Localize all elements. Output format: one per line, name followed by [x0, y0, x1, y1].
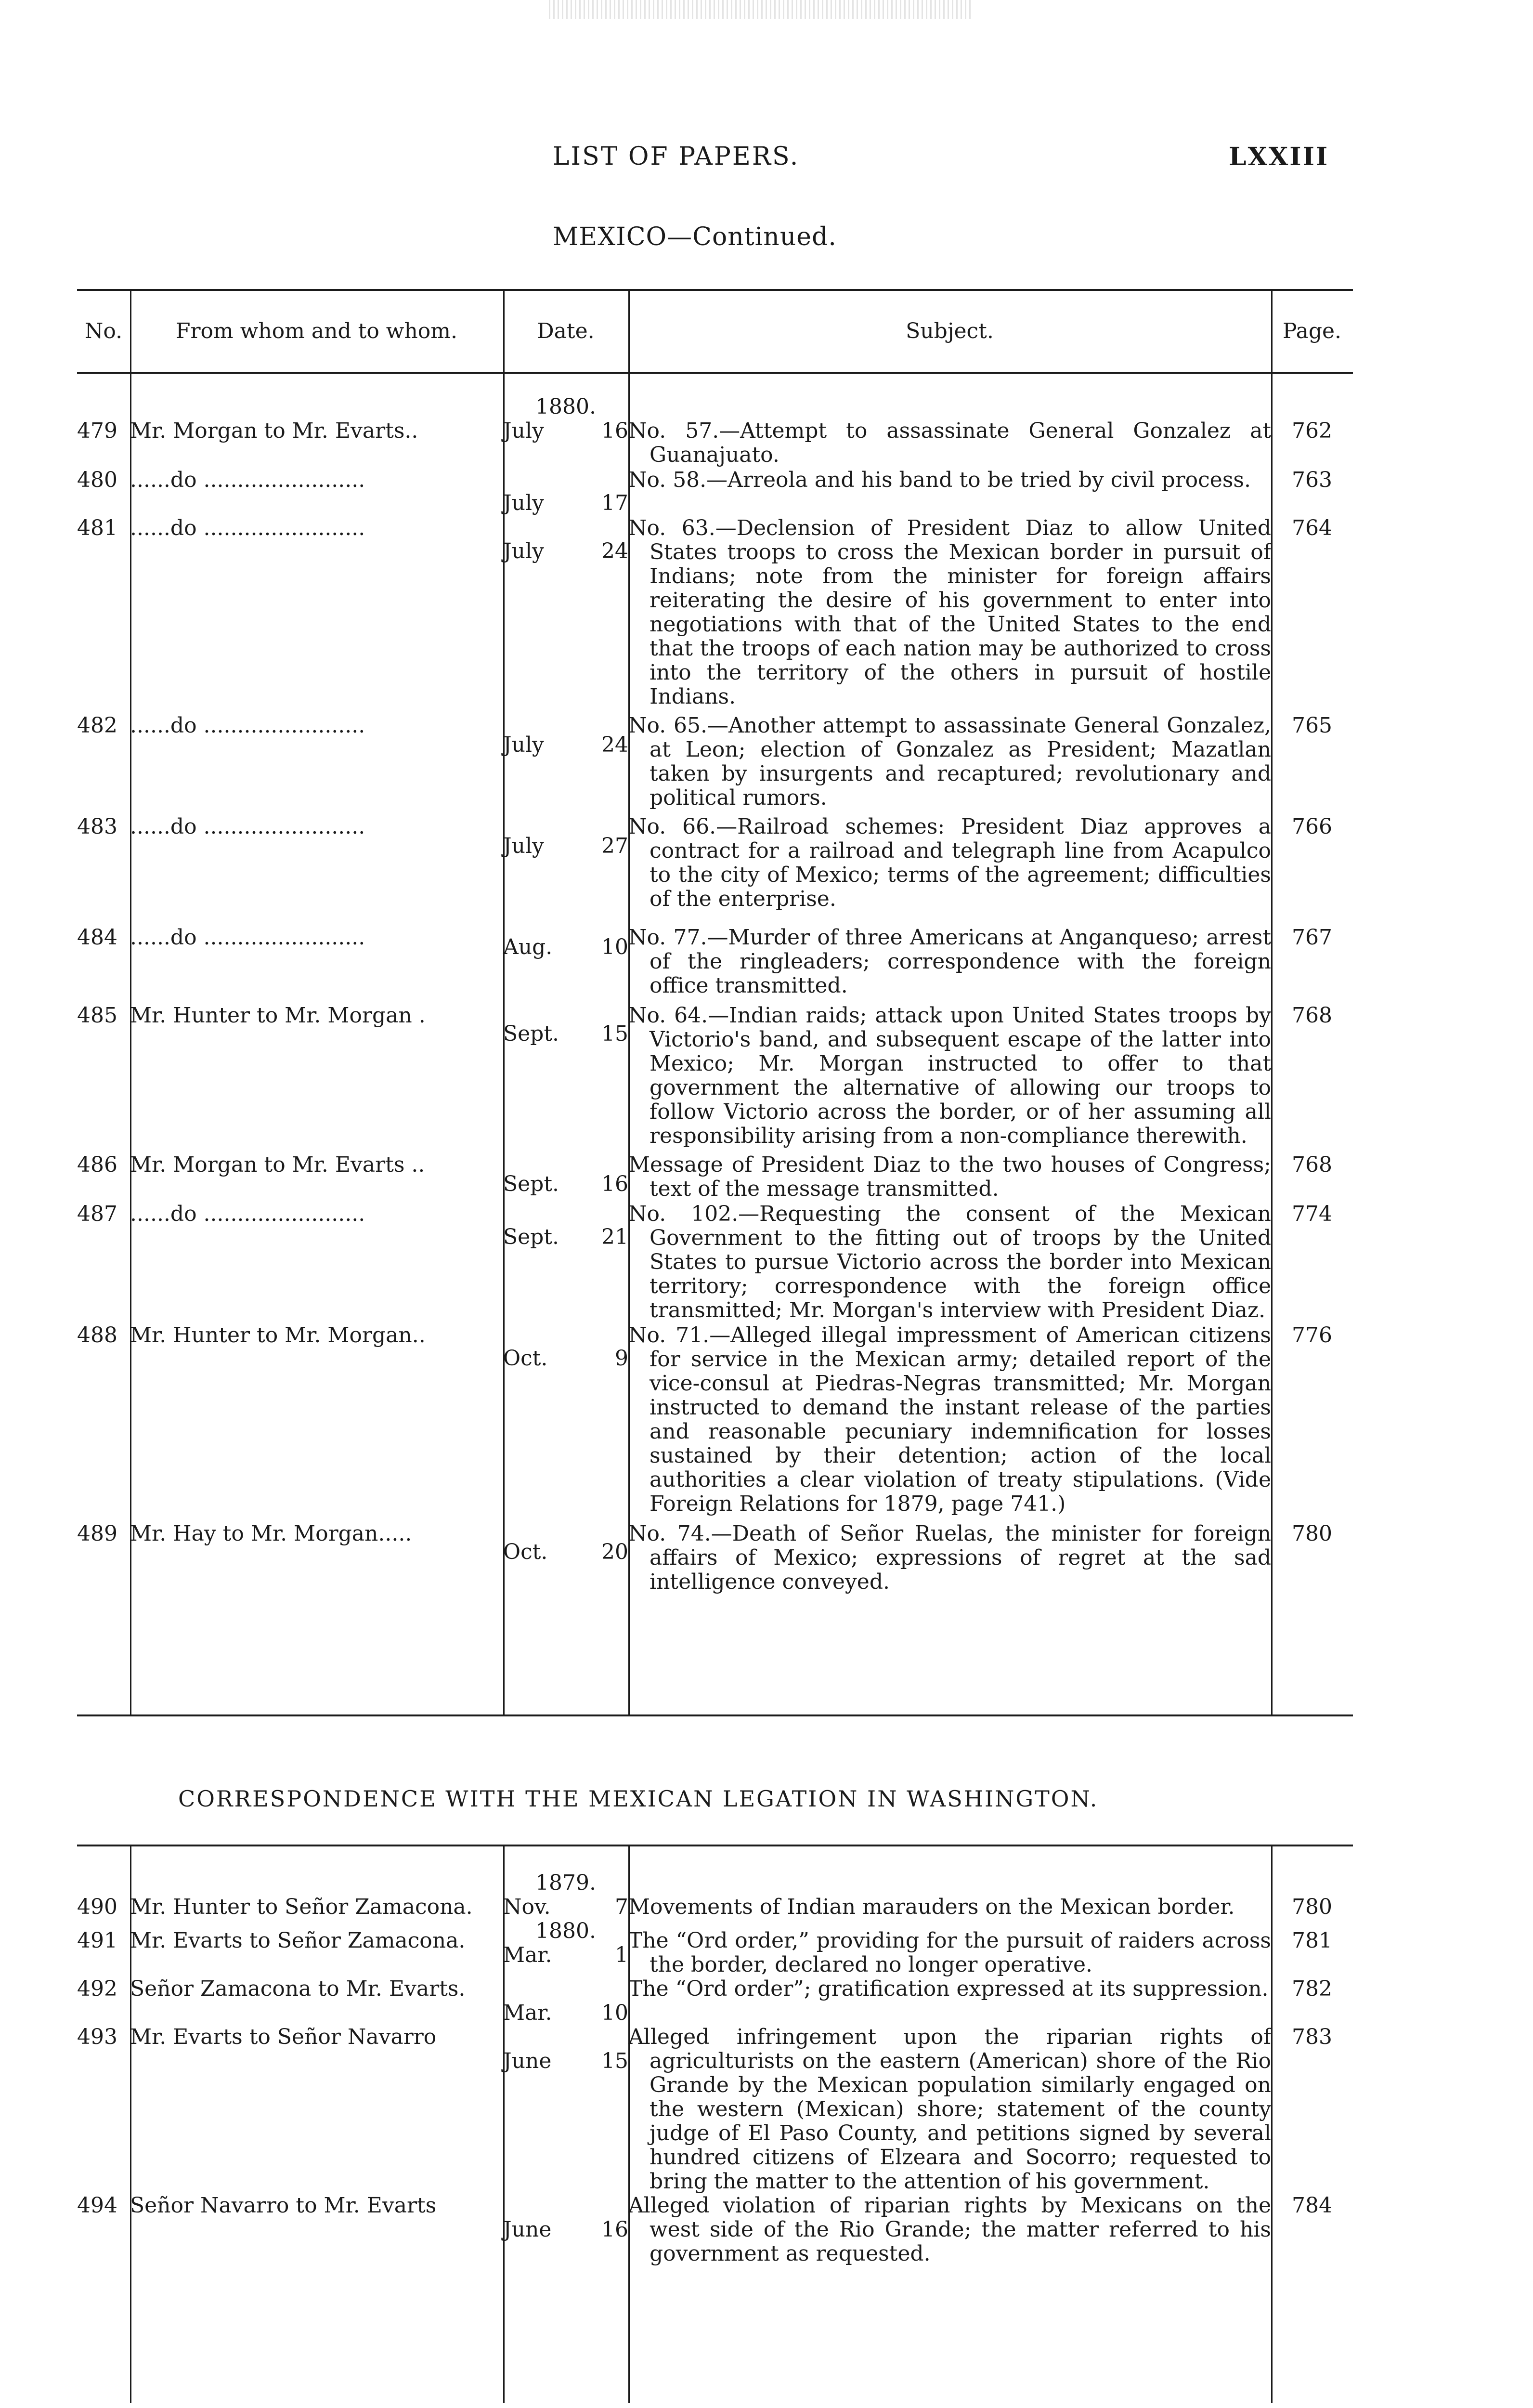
papers-table — [77, 395, 1353, 1594]
date-month: Sept. — [503, 1021, 559, 1046]
page-ref: 768 — [1292, 1152, 1332, 1177]
from-to: ......do ........................ — [130, 814, 365, 839]
date-day: 17 — [601, 491, 628, 515]
table-row — [77, 1201, 1353, 1322]
from-to: ......do ........................ — [130, 516, 365, 540]
page-ref: 782 — [1292, 1976, 1332, 2001]
table-row — [77, 2025, 1353, 2194]
from-to: Mr. Hunter to Señor Zamacona. — [130, 1895, 473, 1919]
date-day: 1 — [615, 1943, 628, 1967]
date-day: 16 — [601, 419, 628, 443]
paper-number: 487 — [77, 1202, 117, 1226]
page-ref: 776 — [1292, 1323, 1332, 1348]
from-to: Mr. Evarts to Señor Zamacona. — [130, 1928, 466, 1953]
page-numeral: LXXIII — [1229, 142, 1329, 171]
table-row — [77, 709, 1353, 810]
date-year — [503, 2025, 628, 2049]
paper-number: 483 — [77, 814, 117, 839]
scan-speckle — [549, 0, 973, 19]
page-ref: 766 — [1292, 814, 1332, 839]
subject: The “Ord order”; gratification expressed at its suppression. — [628, 1976, 1269, 2001]
table-head-rule — [77, 372, 1353, 374]
table-row — [77, 515, 1353, 709]
page-ref: 763 — [1292, 468, 1332, 492]
paper-number: 482 — [77, 713, 117, 738]
table-row — [77, 1148, 1353, 1201]
paper-number: 491 — [77, 1928, 117, 1953]
date-month: Mar. — [503, 2001, 552, 2025]
correspondence-table — [77, 1871, 1353, 2266]
from-to: ......do ........................ — [130, 1202, 365, 1226]
page-title: LIST OF PAPERS. — [553, 142, 800, 171]
date-month: July — [503, 491, 544, 515]
table2-top-rule — [77, 1845, 1353, 1846]
subject: Message of President Diaz to the two houses of Congress; text of the message transmitted. — [628, 1152, 1271, 1201]
from-to: ......do ........................ — [130, 468, 365, 492]
table-top-rule — [77, 289, 1353, 291]
date-year — [503, 1148, 628, 1172]
subject: No. 57.—Attempt to assassinate General Gonzalez at Guanajuato. — [628, 419, 1271, 467]
page-ref: 765 — [1292, 713, 1332, 738]
from-to: Mr. Hunter to Mr. Morgan . — [130, 1003, 426, 1028]
from-to: ......do ........................ — [130, 925, 365, 950]
subject: No. 63.—Declension of President Diaz to allow United States troops to cross the Mexican border in pursuit of Indians; note from the minister for foreign affairs reiterating the desire of his government to enter into negotiations with that of the United States to the end that the troops of each nation may be authorized to cross into the territory of the others in pursuit of hostile Indians. — [628, 516, 1271, 709]
date-month: July — [503, 419, 544, 443]
date-day: 16 — [601, 2217, 628, 2242]
paper-number: 488 — [77, 1323, 117, 1348]
paper-number: 492 — [77, 1976, 117, 2001]
date-day: 24 — [601, 733, 628, 757]
date-year — [503, 2194, 628, 2218]
date-day: 27 — [601, 834, 628, 858]
subject: Alleged violation of riparian rights by Mexicans on the west side of the Rio Grande; the matter referred to his government as requested. — [628, 2193, 1271, 2266]
subject: No. 64.—Indian raids; attack upon United States troops by Victorio's band, and subsequent escape of the latter into Mexico; Mr. Morgan instructed to offer to that government the alternative of allowing our troops to follow Victorio across the border, or of her assuming all responsibility arising from a non-compliance therewith. — [628, 1003, 1271, 1148]
col-head-page: Page. — [1282, 319, 1342, 343]
date-day: 15 — [601, 2049, 628, 2073]
col-head-from: From whom and to whom. — [175, 319, 458, 343]
date-month: Mar. — [503, 1943, 552, 1967]
from-to: Mr. Morgan to Mr. Evarts .. — [130, 1152, 425, 1177]
paper-number: 486 — [77, 1152, 117, 1177]
date-year — [503, 467, 628, 491]
date-year: 1879. — [535, 1871, 596, 1895]
table-row — [77, 1919, 1353, 1977]
subject: Alleged infringement upon the riparian rights of agriculturists on the eastern (American) shore of the Rio Grande by the Mexican population similarly engaged on the western (Mexican) shore; statement of the county judge of El Paso County, and petitions signed by several hundred citizens of Elzeara and Socorro; requested to bring the matter to the attention of his government. — [628, 2025, 1271, 2194]
from-to: ......do ........................ — [130, 713, 365, 738]
paper-number: 480 — [77, 468, 117, 492]
date-year — [503, 911, 628, 935]
date-month: July — [503, 834, 544, 858]
paper-number: 485 — [77, 1003, 117, 1028]
from-to: Mr. Morgan to Mr. Evarts.. — [130, 419, 418, 443]
page-ref: 768 — [1292, 1003, 1332, 1028]
paper-number: 490 — [77, 1895, 117, 1919]
date-year — [503, 1977, 628, 2001]
subject: Movements of Indian marauders on the Mexican border. — [628, 1895, 1235, 1919]
date-year — [503, 998, 628, 1022]
table-row — [77, 2194, 1353, 2266]
table-row — [77, 911, 1353, 998]
subject: No. 71.—Alleged illegal impressment of American citizens for service in the Mexican army; detailed report of the vice-consul at Piedras-Negras transmitted; Mr. Morgan instructed to demand the instant release of the parties and reasonable pecuniary indemnification for losses sustained by their detention; action of the local authorities a clear violation of treaty stipulations. (Vide Foreign Relations for 1879, page 741.) — [628, 1323, 1271, 1516]
date-year — [503, 709, 628, 733]
paper-number: 489 — [77, 1521, 117, 1546]
page-ref: 781 — [1292, 1928, 1332, 1953]
section-title: MEXICO—Continued. — [553, 222, 837, 251]
table-row — [77, 395, 1353, 467]
page-ref: 764 — [1292, 516, 1332, 540]
page-ref: 762 — [1292, 419, 1332, 443]
date-day: 20 — [601, 1540, 628, 1564]
page-ref: 780 — [1292, 1521, 1332, 1546]
paper-number: 479 — [77, 419, 117, 443]
date-day: 16 — [601, 1172, 628, 1196]
date-month: Nov. — [503, 1895, 551, 1919]
table-row — [77, 1516, 1353, 1594]
paper-number: 494 — [77, 2193, 117, 2218]
date-month: July — [503, 539, 544, 563]
table-row — [77, 998, 1353, 1148]
table-row — [77, 1977, 1353, 2025]
date-day: 24 — [601, 539, 628, 563]
correspondence-title: CORRESPONDENCE WITH THE MEXICAN LEGATION IN WASHINGTON. — [178, 1786, 1099, 1812]
date-year: 1880. — [535, 1919, 596, 1943]
date-day: 9 — [615, 1346, 628, 1371]
page-ref: 780 — [1292, 1895, 1332, 1919]
table-row — [77, 467, 1353, 515]
date-year — [503, 810, 628, 834]
page-ref: 783 — [1292, 2025, 1332, 2049]
from-to: Mr. Hay to Mr. Morgan..... — [130, 1521, 412, 1546]
col-head-subject: Subject. — [906, 319, 994, 343]
date-month: Sept. — [503, 1225, 559, 1249]
from-to: Señor Navarro to Mr. Evarts — [130, 2193, 437, 2218]
from-to: Señor Zamacona to Mr. Evarts. — [130, 1976, 466, 2001]
date-year: 1880. — [535, 394, 596, 419]
date-year — [503, 515, 628, 539]
date-day: 7 — [615, 1895, 628, 1919]
table-row — [77, 1322, 1353, 1516]
from-to: Mr. Evarts to Señor Navarro — [130, 2025, 437, 2049]
subject: No. 58.—Arreola and his band to be tried by civil process. — [628, 468, 1251, 492]
date-year — [503, 1516, 628, 1540]
date-day: 10 — [601, 2001, 628, 2025]
page-ref: 784 — [1292, 2193, 1332, 2218]
table-bottom-rule — [77, 1714, 1353, 1716]
subject: No. 66.—Railroad schemes: President Diaz approves a contract for a railroad and telegraph line from Acapulco to the city of Mexico; terms of the agreement; difficulties of the enterprise. — [628, 814, 1271, 911]
page-ref: 767 — [1292, 925, 1332, 950]
date-month: Oct. — [503, 1346, 548, 1371]
date-month: Oct. — [503, 1540, 548, 1564]
subject: No. 102.—Requesting the consent of the Mexican Government to the fitting out of troops by the United States to pursue Victorio across the border into Mexican territory; correspondence with the foreign office transmitted; Mr. Morgan's interview with President Diaz. — [628, 1202, 1271, 1322]
col-head-no: No. — [84, 319, 123, 343]
date-day: 10 — [601, 935, 628, 959]
col-head-date: Date. — [537, 319, 595, 343]
paper-number: 493 — [77, 2025, 117, 2049]
date-month: Sept. — [503, 1172, 559, 1196]
page-ref: 774 — [1292, 1202, 1332, 1226]
date-year — [503, 1201, 628, 1225]
date-month: June — [503, 2049, 552, 2073]
date-month: June — [503, 2217, 552, 2242]
date-day: 21 — [601, 1225, 628, 1249]
table-row — [77, 810, 1353, 911]
paper-number: 481 — [77, 516, 117, 540]
subject: No. 65.—Another attempt to assassinate General Gonzalez, at Leon; election of Gonzalez as President; Mazatlan taken by insurgents and recaptured; revolutionary and political rumors. — [628, 713, 1271, 810]
subject: The “Ord order,” providing for the pursuit of raiders across the border, declared no longer operative. — [628, 1928, 1271, 1977]
paper-number: 484 — [77, 925, 117, 950]
date-day: 15 — [601, 1021, 628, 1046]
from-to: Mr. Hunter to Mr. Morgan.. — [130, 1323, 426, 1348]
date-month: July — [503, 733, 544, 757]
date-year — [503, 1322, 628, 1347]
table-row — [77, 1871, 1353, 1919]
subject: No. 74.—Death of Señor Ruelas, the minister for foreign affairs of Mexico; expressions of regret at the sad intelligence conveyed. — [628, 1521, 1271, 1594]
date-month: Aug. — [503, 935, 553, 959]
subject: No. 77.—Murder of three Americans at Anganqueso; arrest of the ringleaders; correspondence with the foreign office transmitted. — [628, 925, 1271, 998]
